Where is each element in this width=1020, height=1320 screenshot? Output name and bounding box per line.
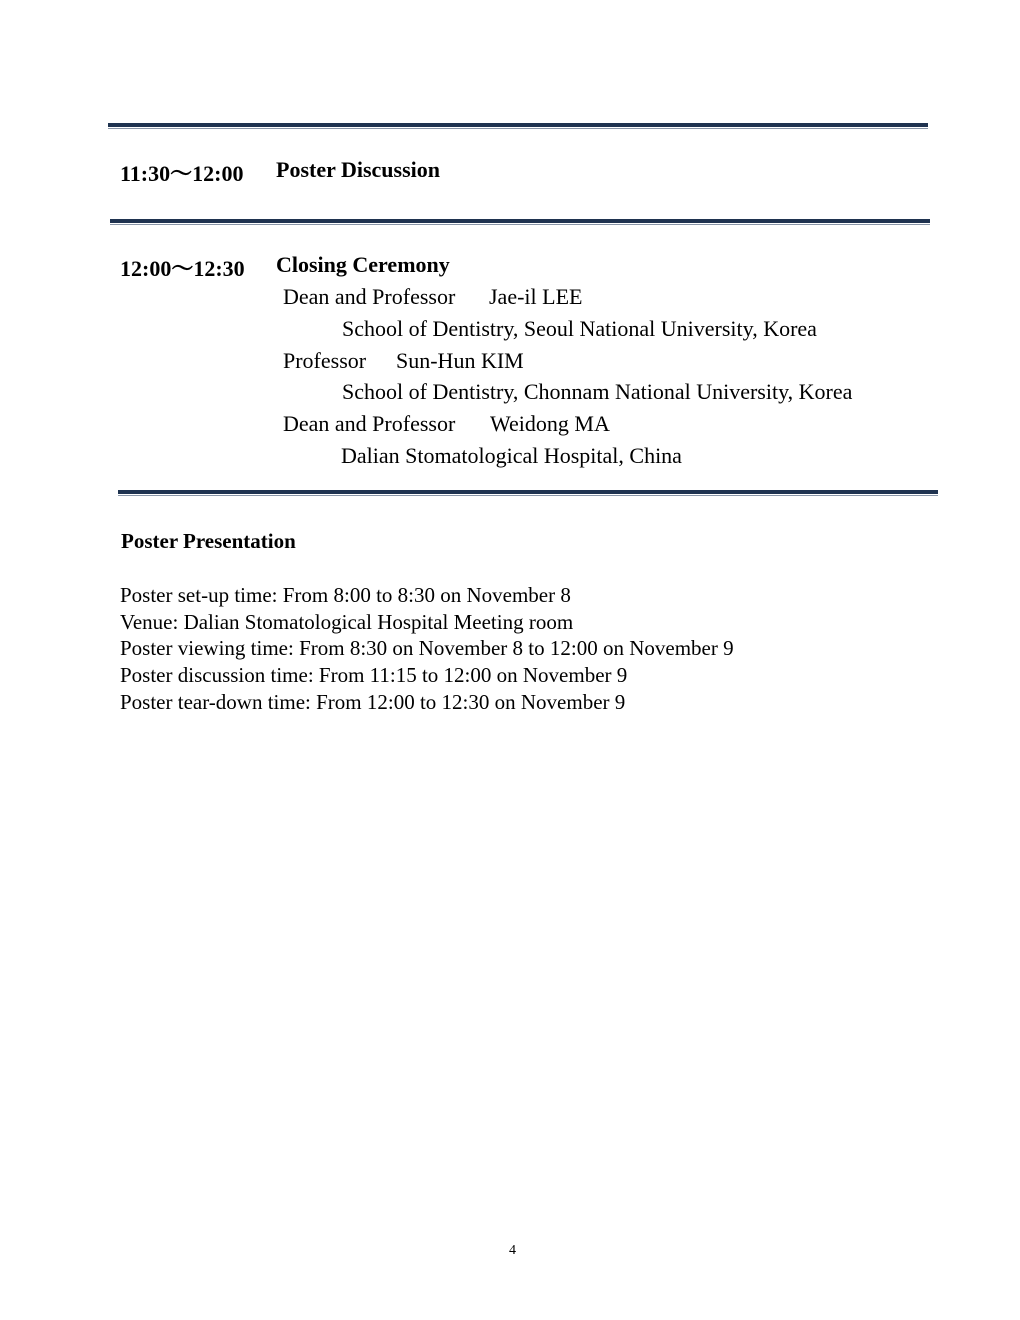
poster-line-venue: Venue: Dalian Stomatological Hospital Meeting room [120,610,574,634]
session1-time: 11:30～12:00 [120,161,244,186]
session1-title: Poster Discussion [276,157,440,182]
bottom-divider [118,490,938,496]
poster-line-teardown: Poster tear-down time: From 12:00 to 12:30 on November 9 [120,690,626,714]
speaker-2-affiliation: School of Dentistry, Chonnam National University, Korea [342,379,853,404]
speaker-3-name: Weidong MA [490,411,610,436]
poster-line-setup: Poster set-up time: From 8:00 to 8:30 on November 8 [120,583,571,607]
speaker-1-affiliation: School of Dentistry, Seoul National University, Korea [342,316,817,341]
speaker-2-role: Professor [283,348,367,373]
poster-heading: Poster Presentation [121,529,296,553]
session2-title: Closing Ceremony [276,252,450,277]
speaker-3-role: Dean and Professor [283,411,456,436]
speaker-2-name: Sun-Hun KIM [396,348,524,373]
top-divider [108,123,928,129]
page-number: 4 [509,1243,516,1258]
poster-line-discussion: Poster discussion time: From 11:15 to 12:00 on November 9 [120,663,628,687]
middle-divider [110,219,930,225]
speaker-1-name: Jae-il LEE [489,284,583,309]
speaker-1-role: Dean and Professor [283,284,456,309]
speaker-3-affiliation: Dalian Stomatological Hospital, China [341,443,682,468]
session2-time: 12:00～12:30 [120,256,245,281]
poster-line-viewing: Poster viewing time: From 8:30 on November 8 to 12:00 on November 9 [120,636,734,660]
